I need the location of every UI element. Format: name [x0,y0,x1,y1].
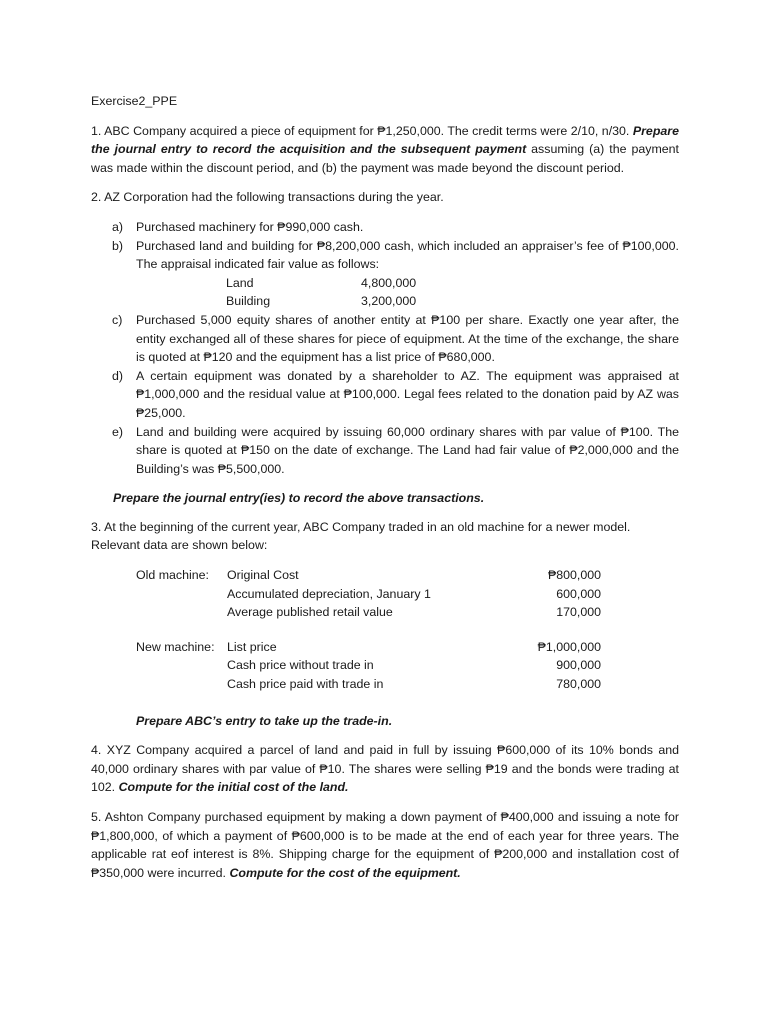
row-value: 600,000 [556,586,601,601]
q1-instruction: Prepare the journal entry to record the acquisition and the subsequent payment [91,123,679,157]
fair-value-label: Land [226,275,254,290]
list-item-text: Purchased machinery for ₱990,000 cash. [136,219,364,234]
fair-value-amount: 4,800,000 [361,275,417,290]
question-1 [91,122,679,178]
row-label: List price [227,639,277,654]
list-marker: d) [112,368,124,383]
row-value: ₱1,000,000 [537,639,601,654]
table-row [136,585,601,604]
list-item-text: Land and building were acquired by issuing 60,000 ordinary shares with par value of ₱100. The share is quoted at ₱150 on the date of exchange. The Land had fair value of ₱2,000,000 and the Building’s was ₱5,500,000. [136,424,679,476]
old-machine-label: Old machine: [136,568,210,583]
list-marker: b) [112,238,124,253]
list-item [91,423,679,479]
row-value: 900,000 [556,658,601,673]
q3-instruction: Prepare ABC’s entry to take up the trade-in. [136,713,393,728]
fair-value-row [136,292,679,311]
table-row [136,638,601,657]
list-marker: a) [112,219,124,234]
q4-text: 4. XYZ Company acquired a parcel of land and paid in full by issuing ₱600,000 of its 10% bonds and 40,000 ordinary shares with par value of ₱10. The shares were selling ₱19 and the bonds were trading at 102. [91,743,679,795]
list-item [91,367,679,423]
q1-lead: 1. ABC Company acquired a piece of equipment for ₱1,250,000. The credit terms were 2/10, n/30. [91,123,633,138]
table-row [136,603,601,622]
fair-value-label: Building [226,294,271,309]
row-label: Original Cost [227,568,299,583]
new-machine-label: New machine: [136,639,215,654]
document-body [91,92,679,882]
table-row [136,656,601,675]
fair-value-amount: 3,200,000 [361,294,417,309]
row-label: Accumulated depreciation, January 1 [227,586,431,601]
row-label: Average published retail value [227,605,393,620]
list-item-text: Purchased land and building for ₱8,200,000 cash, which included an appraiser’s fee of ₱100,000. The appraisal indicated fair value as follows: [136,238,679,272]
row-value: ₱800,000 [547,568,601,583]
row-value: 170,000 [556,605,601,620]
list-item [91,218,679,237]
document-title: Exercise2_PPE [91,94,178,108]
table-row [136,675,601,694]
table-row [136,566,601,585]
row-label: Cash price without trade in [227,658,374,673]
list-item-text: Purchased 5,000 equity shares of another entity at ₱100 per share. Exactly one year after, the entity exchanged all of these shares for piece of equipment. At the time of the exchange, the share is quoted at ₱120 and the equipment has a list price of ₱680,000. [136,312,679,365]
question-4 [91,741,679,797]
list-marker: e) [112,424,124,439]
question-3-intro: 3. At the beginning of the current year, ABC Company traded in an old machine for a newer model. Relevant data are shown below: [91,519,631,553]
trade-in-table [136,566,601,694]
row-value: 780,000 [556,677,601,692]
q5-instruction: Compute for the cost of the equipment. [229,865,461,880]
question-2-intro: 2. AZ Corporation had the following transactions during the year. [91,190,444,205]
list-item [91,311,679,367]
q2-instruction: Prepare the journal entry(ies) to record the above transactions. [113,491,485,506]
list-item [91,237,679,311]
question-5 [91,808,679,882]
fair-value-row [136,274,679,293]
q4-instruction: Compute for the initial cost of the land. [118,780,349,795]
question-2-list [91,218,679,478]
q5-text: 5. Ashton Company purchased equipment by making a down payment of ₱400,000 and issuing a note for ₱1,800,000, of which a payment of ₱600,000 is to be made at the end of each year for three years. The applicable rat eof interest is 8%. Shipping charge for the equipment of ₱200,000 and installation cost of ₱350,000 were incurred. [91,810,679,880]
q1-tail: assuming (a) the payment was made within the discount period, and (b) the payment was made beyond the discount period. [91,142,679,175]
list-item-text: A certain equipment was donated by a shareholder to AZ. The equipment was appraised at ₱1,000,000 and the residual value at ₱100,000. Legal fees related to the donation paid by AZ was ₱25,000. [136,368,679,420]
row-label: Cash price paid with trade in [227,677,384,692]
list-marker: c) [112,312,123,327]
